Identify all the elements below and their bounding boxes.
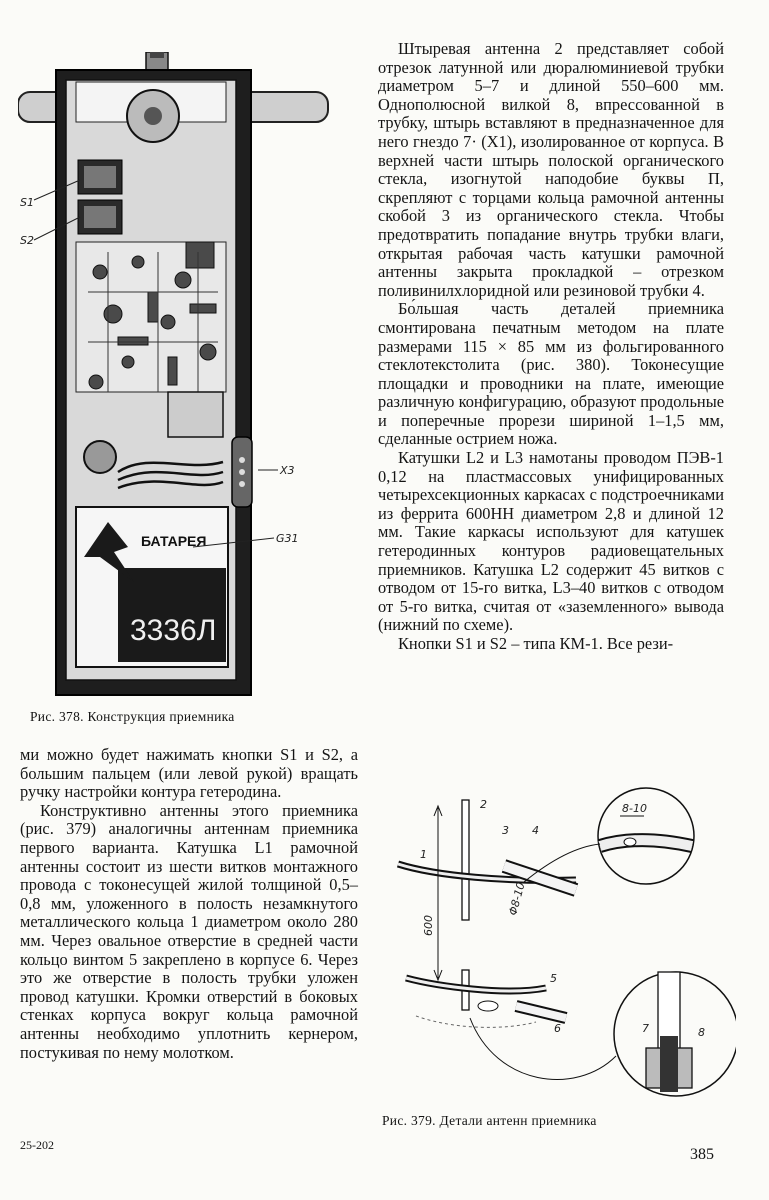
label-3: 3 [502,824,509,837]
label-2: 2 [480,798,487,811]
label-5: 5 [550,972,557,985]
label-4: 4 [532,824,539,837]
paragraph: Кнопки S1 и S2 – типа КМ-1. Все рези- [398,634,674,653]
battery-model: 3336Л [130,614,217,647]
page-number: 385 [690,1146,714,1163]
right-column-text [378,40,724,654]
paragraph: Катушки L2 и L3 намотаны проводом ПЭВ-1 0,12 на пластмассовых унифицированных четырехсекционных каркасах с подстроечниками из феррита 600НН диаметром 2,8 и длиной 12 мм. Такие каркасы используют для катушек гетеродинных контуров радиовещательных приемников. Катушка L2 содержит 45 витков с отводом от 15-го витка, L3–40 витков с отводом от 5-го витка, считая от «заземленного» вывода (нижний по схеме). [378,448,724,635]
figure-378-caption: Рис. 378. Конструкция приемника [30,709,235,724]
figure-378-receiver-drawing [18,52,368,702]
label-8: 8 [698,1026,705,1039]
label-x3: X3 [280,464,295,477]
paragraph: Бо́льшая часть деталей приемника смонтирована печатным методом на плате размерами 115 × 85 мм из фольгированного стеклотекстолита (рис. 380). Токонесущие площадки и проводники на плате, имеющие различную конфигурацию, образуют продольные и поперечные прорези шириной 1–1,5 мм, сделанные острием ножа. [378,299,724,449]
battery-label: БАТАРЕЯ [141,533,207,549]
label-7: 7 [642,1022,649,1035]
label-s1: S1 [20,196,34,209]
footer-signature: 25-202 [20,1138,54,1152]
label-g31: G31 [276,532,299,545]
dimension-600: 600 [422,915,435,936]
label-6: 6 [554,1022,561,1035]
dimension-8-10: 8-10 [622,802,647,815]
label-s2: S2 [20,234,34,247]
paragraph: ми можно будет нажимать кнопки S1 и S2, а большим пальцем (или левой рукой) вращать ручку настройки контура гетеродина. [20,745,358,802]
figure-379-antenna-details [396,786,736,1104]
paragraph: Конструктивно антенны этого приемника (рис. 379) аналогичны антеннам приемника первого варианта. Катушка L1 рамочной антенны состоит из шести витков монтажного провода с токонесущей жилой толщиной 0,5–0,8 мм, уложенного в полость незамкнутого металлического кольца 1 диаметром около 280 мм. Через овальное отверстие в средней части кольцо винтом 5 закреплено в корпусе 6. Через это же отверстие в полость трубки уложен провод катушки. Кромки отверстий в боковых стенках корпуса вокруг кольца рамочной антенны необходимо уплотнить кернером, постукивая по нему молотком. [20,800,358,1062]
paragraph: Штыревая антенна 2 представляет собой отрезок латунной или дюралюминиевой трубки диаметром 5–7 и длиной 550–600 мм. Однополюсной вилкой 8, впрессованной в трубку, штырь вставляют в предназначенное для него гнездо 7· (X1), изолированное от корпуса. В верхней части штырь полоской органического стекла, изогнутой наподобие буквы П, скрепляют с торцами кольца рамочной антенны скобой 3 из органического стекла. Чтобы предотвратить попадание внутрь трубки влаги, открытая рабочая часть катушки рамочной антенны закрыта прокладкой – отрезком поливинилхлоридной или резиновой трубки 4. [378,39,724,300]
left-column-text [20,746,358,1062]
label-1: 1 [420,848,427,861]
dimension-diameter: Φ8-10 [506,880,528,917]
figure-379-caption: Рис. 379. Детали антенн приемника [382,1113,597,1128]
